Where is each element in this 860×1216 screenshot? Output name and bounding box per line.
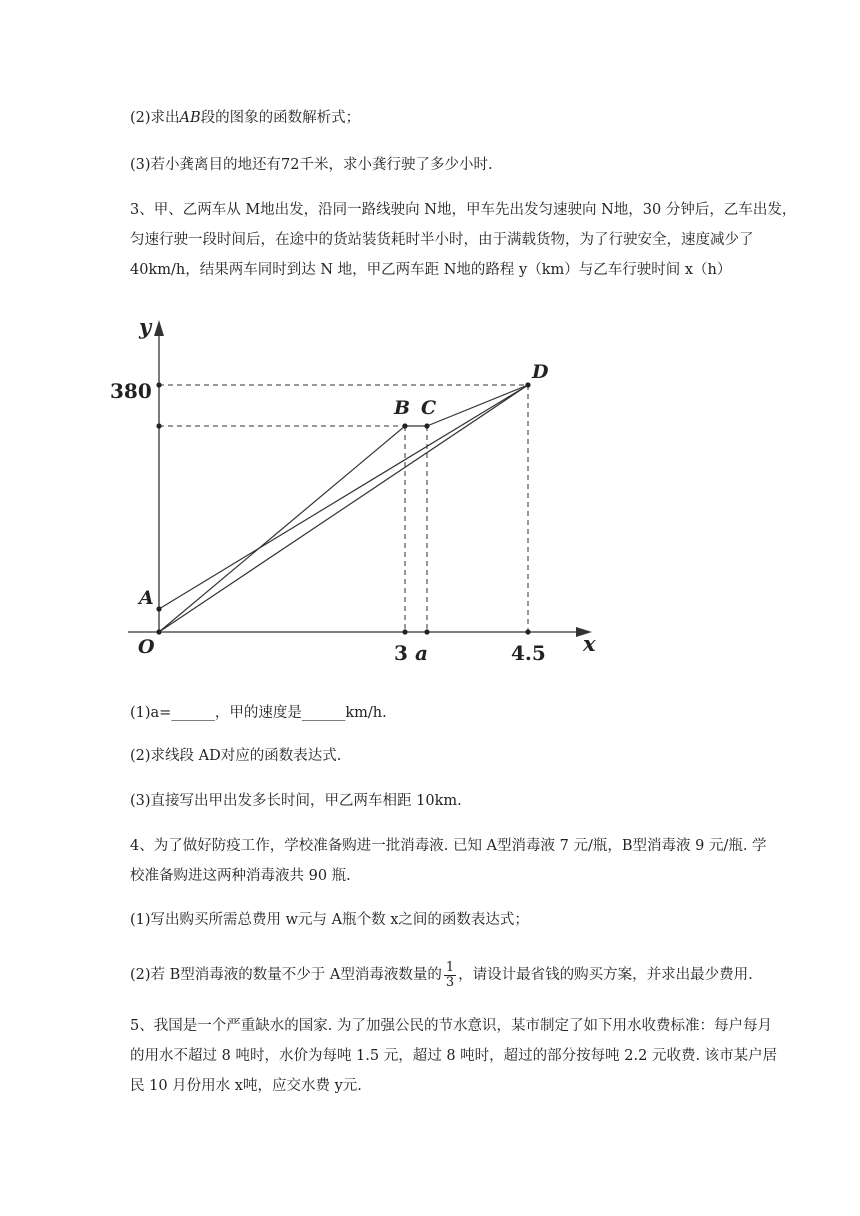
- q3-text-line2: 匀速行驶一段时间后，在途中的货站装货耗时半小时，由于满载货物，为了行驶安全，速度减少了: [130, 232, 754, 248]
- x-tick-3: 3: [394, 641, 408, 665]
- q2-part2: (2)求出AB段的图象的函数解析式；: [130, 110, 361, 126]
- point-ybc: [156, 423, 161, 428]
- q3-text-line3: 40km/h，结果两车同时到达 N 地，甲乙两车距 N地的路程 y（km）与乙车行驶时间 x（h）: [130, 262, 732, 278]
- segment-o-b: [159, 426, 405, 632]
- q3-text-line1: 3、甲、乙两车从 M地出发，沿同一路线驶向 N地，甲车先出发匀速驶向 N地，30 分钟后，乙车出发，: [130, 202, 797, 218]
- point-a: [156, 606, 161, 611]
- label-d: D: [532, 361, 549, 383]
- point-x3: [402, 629, 407, 634]
- point-x45: [525, 629, 530, 634]
- point-xa: [424, 629, 429, 634]
- x-tick-4.5: 4.5: [511, 641, 546, 665]
- label-a: A: [139, 587, 154, 609]
- point-o: [156, 629, 161, 634]
- segment-c-d: [427, 385, 528, 426]
- q3-sub2: (2)求线段 AD对应的函数表达式.: [130, 748, 342, 764]
- segment-o-d: [159, 385, 528, 632]
- label-b: B: [394, 397, 411, 419]
- point-c: [424, 423, 429, 428]
- segment-a-d: [159, 385, 528, 609]
- x-tick-a: a: [415, 641, 428, 665]
- point-y380: [156, 382, 161, 387]
- y-axis-arrow: [154, 320, 164, 336]
- point-d: [525, 382, 530, 387]
- label-c: C: [421, 397, 437, 419]
- q5-text-line1: 5、我国是一个严重缺水的国家. 为了加强公民的节水意识，某市制定了如下用水收费标准：每户每月: [130, 1018, 772, 1034]
- q4-text-line1: 4、为了做好防疫工作，学校准备购进一批消毒液. 已知 A型消毒液 7 元/瓶，B型消毒液 9 元/瓶. 学: [130, 838, 767, 854]
- x-axis-label: x: [583, 631, 596, 656]
- q5-text-line2: 的用水不超过 8 吨时，水价为每吨 1.5 元，超过 8 吨时，超过的部分按每吨 2.2 元收费. 该市某户居: [130, 1048, 778, 1064]
- q4-sub2: (2)若 B型消毒液的数量不少于 A型消毒液数量的 $\frac{1}{3}$ ，请设计最省钱的购买方案，并求出最少费用.: [130, 959, 753, 990]
- q5-text-line3: 民 10 月份用水 x吨，应交水费 y元.: [130, 1078, 362, 1094]
- function-graph: [100, 305, 620, 675]
- q2-part3: (3)若小龚离目的地还有72千米，求小龚行驶了多少小时.: [130, 157, 493, 173]
- q4-text-line2: 校准备购进这两种消毒液共 90 瓶.: [130, 868, 351, 884]
- y-tick-380: 380: [110, 379, 152, 403]
- origin-label: O: [138, 636, 155, 658]
- q4-sub1: (1)写出购买所需总费用 w元与 A瓶个数 x之间的函数表达式；: [130, 912, 529, 928]
- q3-sub3: (3)直接写出甲出发多长时间，甲乙两车相距 10km.: [130, 793, 462, 809]
- fraction-one-third: $\frac{1}{3}$: [445, 959, 455, 990]
- y-axis-label: y: [139, 314, 152, 339]
- point-b: [402, 423, 407, 428]
- q3-sub1: (1)a=______，甲的速度是______km/h.: [130, 705, 387, 721]
